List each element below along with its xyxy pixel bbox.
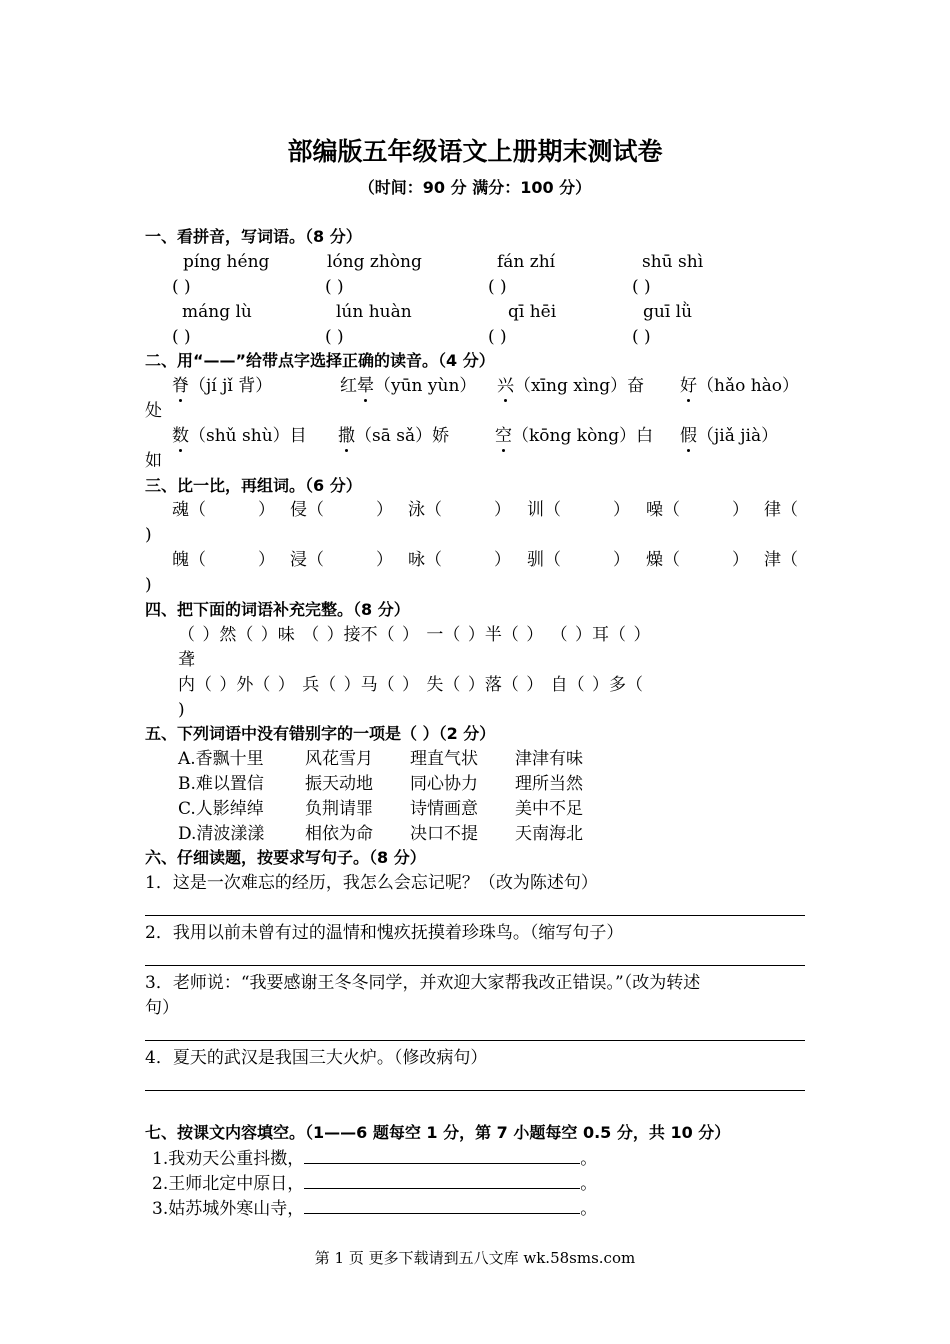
word-pair: 律（: [764, 500, 798, 520]
question-3-wrap: 句）: [145, 998, 179, 1018]
fill-item: 3.姑苏城外寒山寺， 。: [152, 1199, 598, 1219]
answer-line[interactable]: [145, 1040, 805, 1041]
reading-options[interactable]: （jiǎ jià）: [697, 426, 779, 446]
reading-item-2: [340, 374, 476, 398]
answer-line[interactable]: [145, 1090, 805, 1091]
option-d[interactable]: D.清波漾漾: [178, 824, 265, 844]
section-2-heading: 二、用“——”给带点字选择正确的读音。（4 分）: [145, 351, 495, 370]
option-word: 决口不提: [410, 824, 478, 844]
reading-options[interactable]: （jí jǐ 背）: [189, 376, 273, 396]
word-pair: 训（ ）: [527, 500, 630, 520]
section-6-heading: 六、仔细读题，按要求写句子。（8 分）: [145, 848, 426, 867]
exam-info: （时间：90 分 满分：100 分）: [358, 178, 592, 197]
pinyin: fán zhí: [497, 252, 556, 272]
reading-options[interactable]: （hǎo hào）: [697, 376, 800, 396]
wrapped-paren: ): [178, 700, 185, 720]
pinyin: lóng zhòng: [327, 252, 422, 272]
dotted-char: 脊: [172, 376, 189, 396]
wrapped-char: 聋: [178, 650, 195, 670]
option-word: 诗情画意: [410, 799, 478, 819]
option-word: 相依为命: [305, 824, 373, 844]
pinyin: máng lù: [182, 302, 252, 322]
question-4: 4．夏天的武汉是我国三大火炉。（修改病句）: [145, 1048, 488, 1068]
word-pair: 侵（ ）: [290, 500, 393, 520]
char: 泳: [408, 500, 425, 520]
word-pair: 津（: [764, 550, 798, 570]
page-title: 部编版五年级语文上册期末测试卷: [287, 137, 663, 166]
option-word: 同心协力: [410, 774, 478, 794]
section-4-heading: 四、把下面的词语补充完整。（8 分）: [145, 600, 410, 619]
answer-line[interactable]: [145, 915, 805, 916]
option-word: 负荆请罪: [305, 799, 373, 819]
answer-line[interactable]: [145, 965, 805, 966]
reading-options[interactable]: （xīng xìng）奋: [514, 376, 645, 396]
option-word: 理直气状: [410, 749, 478, 769]
char: 魄: [172, 550, 189, 570]
option-word: 振天动地: [305, 774, 373, 794]
char: 魂: [172, 500, 189, 520]
reading-item-6: [338, 424, 449, 448]
dotted-char: 好: [680, 376, 697, 396]
word-pair: 魄（ ）: [172, 550, 275, 570]
char: 驯: [527, 550, 544, 570]
dotted-char: 数: [172, 426, 189, 446]
section-5-heading: 五、下列词语中没有错别字的一项是（ ）（2 分）: [145, 724, 496, 743]
word-pair: 浸（ ）: [290, 550, 393, 570]
char: 燥: [646, 550, 663, 570]
reading-item-7: [495, 424, 653, 448]
fill-blank[interactable]: [304, 1199, 580, 1214]
wrapped-char: 如: [145, 451, 162, 471]
answer-blank[interactable]: ( ): [172, 277, 191, 297]
word-pair-row-1: 魂（ ）: [172, 500, 275, 520]
option-word: 理所当然: [515, 774, 583, 794]
fill-blank[interactable]: [304, 1174, 580, 1189]
page-footer: 第 1 页 更多下载请到五八文库 wk.58sms.com: [314, 1249, 636, 1267]
fill-blank[interactable]: [304, 1149, 580, 1164]
answer-blank[interactable]: ( ): [325, 277, 344, 297]
word-pair: 燥（ ）: [646, 550, 749, 570]
option-word: 美中不足: [515, 799, 583, 819]
dotted-char: 空: [495, 426, 512, 446]
dotted-char: 撒: [338, 426, 355, 446]
answer-blank[interactable]: ( ): [488, 277, 507, 297]
dotted-char: 假: [680, 426, 697, 446]
plain-char: 红: [340, 376, 357, 396]
pinyin: píng héng: [183, 252, 270, 272]
char: 律: [764, 500, 781, 520]
reading-item-4: [680, 374, 799, 398]
pinyin: shū shì: [642, 252, 704, 272]
char: 噪: [646, 500, 663, 520]
reading-item-1: [172, 374, 272, 398]
wrapped-paren: ): [145, 525, 152, 545]
answer-blank[interactable]: ( ): [488, 327, 507, 347]
answer-blank[interactable]: ( ): [325, 327, 344, 347]
answer-blank[interactable]: ( ): [632, 277, 651, 297]
pinyin: lún huàn: [336, 302, 412, 322]
reading-options[interactable]: （yūn yùn）: [374, 376, 477, 396]
pinyin: qī hēi: [508, 302, 557, 322]
reading-options[interactable]: （shǔ shù）目: [189, 426, 307, 446]
char: 浸: [290, 550, 307, 570]
option-c[interactable]: C.人影绰绰: [178, 799, 264, 819]
word-pair: 噪（ ）: [646, 500, 749, 520]
wrapped-paren: ): [145, 575, 152, 595]
idiom-line-1[interactable]: （ ）然（ ）味 （ ）接不（ ） 一（ ）半（ ） （ ）耳（ ）: [178, 625, 651, 645]
question-3: 3．老师说：“我要感谢王冬冬同学，并欢迎大家帮我改正错误。”（改为转述: [145, 973, 701, 993]
answer-blank[interactable]: ( ): [172, 327, 191, 347]
char: 津: [764, 550, 781, 570]
idiom-line-2[interactable]: 内（ ）外（ ） 兵（ ）马（ ） 失（ ）落（ ） 自（ ）多（: [178, 675, 644, 695]
word-pair: 咏（ ）: [408, 550, 511, 570]
reading-item-3: [497, 374, 644, 398]
dotted-char: 兴: [497, 376, 514, 396]
char: 咏: [408, 550, 425, 570]
option-b[interactable]: B.难以置信: [178, 774, 264, 794]
char: 训: [527, 500, 544, 520]
option-word: 津津有味: [515, 749, 583, 769]
option-a[interactable]: A.香飘十里: [178, 749, 264, 769]
reading-item-8: [680, 424, 778, 448]
option-word: 风花雪月: [305, 749, 373, 769]
reading-item-5: [172, 424, 307, 448]
reading-options[interactable]: （sā sǎ）娇: [355, 426, 450, 446]
section-7-heading: 七、按课文内容填空。（1——6 题每空 1 分，第 7 小题每空 0.5 分，共 10 分）: [145, 1123, 731, 1142]
char: 侵: [290, 500, 307, 520]
fill-item: 1.我劝天公重抖擞， 。: [152, 1149, 598, 1169]
question-1: 1．这是一次难忘的经历，我怎么会忘记呢？（改为陈述句）: [145, 873, 598, 893]
word-pair: 驯（ ）: [527, 550, 630, 570]
word-pair: 泳（ ）: [408, 500, 511, 520]
fill-item: 2.王师北定中原日， 。: [152, 1174, 598, 1194]
pinyin: guī lǜ: [643, 302, 693, 322]
reading-options[interactable]: （kōng kòng）白: [512, 426, 654, 446]
section-1-heading: 一、看拼音，写词语。（8 分）: [145, 227, 362, 246]
answer-blank[interactable]: ( ): [632, 327, 651, 347]
option-word: 天南海北: [515, 824, 583, 844]
wrapped-char: 处: [145, 401, 162, 421]
dotted-char: 晕: [357, 376, 374, 396]
question-2: 2．我用以前未曾有过的温情和愧疚抚摸着珍珠鸟。（缩写句子）: [145, 923, 624, 943]
section-3-heading: 三、比一比，再组词。（6 分）: [145, 476, 362, 495]
